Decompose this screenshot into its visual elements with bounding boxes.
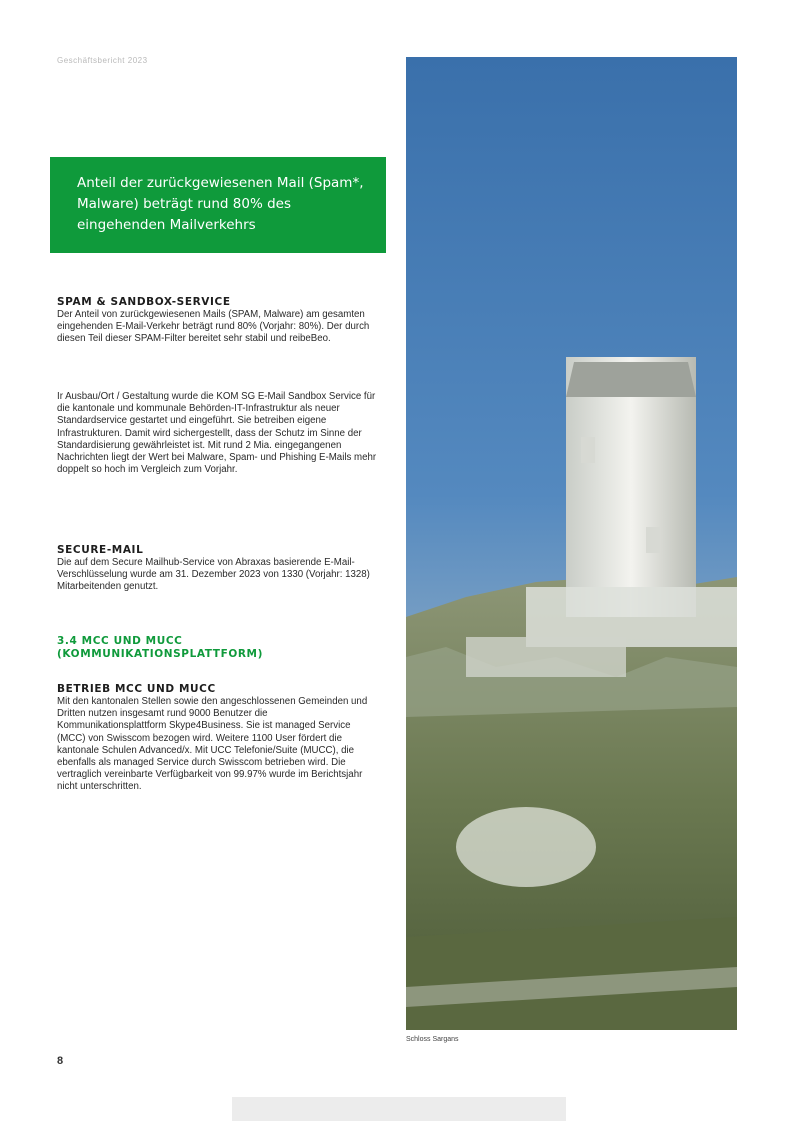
castle-photo — [406, 57, 737, 1030]
castle-photo-illustration — [406, 57, 737, 1030]
section-heading-mcc-operation: BETRIEB MCC UND MUCC — [57, 683, 216, 695]
page-number: 8 — [57, 1055, 64, 1067]
chapter-heading-mcc: 3.4 MCC UND MUCC (KOMMUNIKATIONSPLATTFORM) — [57, 635, 263, 660]
section-heading-secure-mail: SECURE-MAIL — [57, 544, 144, 556]
mcc-operation-section — [57, 683, 377, 794]
paragraph-secure-mail: Die auf dem Secure Mailhub-Service von Abraxas basierende E-Mail-Verschlüsselung wurde am 31. Dezember 2023 von 1330 (Vorjahr: 1328) Mitarbeitenden genutzt. — [57, 557, 370, 593]
paragraph-spam-1: Der Anteil von zurückgewiesenen Mails (SPAM, Malware) am gesamten eingehenden E-Mail-Verkehr beträgt rund 80% (Vorjahr: 80%). Der durch diesen Teil dieser SPAM-Filter bereitet sehr stabil und reibeBeo. — [57, 309, 370, 345]
spam-section — [57, 296, 377, 346]
secure-mail-section — [57, 544, 377, 594]
footer-bar — [232, 1097, 566, 1121]
highlight-callout — [50, 157, 386, 253]
section-heading-spam: SPAM & SANDBOX-SERVICE — [57, 296, 231, 308]
paragraph-mcc: Mit den kantonalen Stellen sowie den angeschlossenen Gemeinden und Dritten nutzen insgesamt rund 9000 Benutzer die Kommunikationsplattform Skype4Business. Sie ist managed Service (MCC) von Swisscom bezogen wird. Weitere 1100 User fördert die kantonale Schulen Advanced/x. Mit UCC Telefonie/Suite (MUCC), die ebenfalls als managed Service durch Swisscom betrieben wird. Die vertraglich vereinbarte Verfügbarkeit von 99.97% wurde im Berichtsjahr nicht unterschritten. — [57, 696, 368, 793]
photo-caption: Schloss Sargans — [406, 1036, 459, 1043]
paragraph-spam-2: Ir Ausbau/Ort / Gestaltung wurde die KOM SG E-Mail Sandbox Service für die kantonale und kommunale Behörden-IT-Infrastruktur als neuer Standardservice gestartet und eingeführt. Sie betreiben eigene Infrastrukturen. Damit wird sichergestellt, dass der Schutz im Sinne der Standardisierung gewährleistet ist. Mit rund 2 Mia. eingegangenen Nachrichten liegt der Wert bei Malware, Spam- und Phishing E-Mails mehr doppelt so hoch im Vergleich zum Vorjahr. — [57, 391, 377, 476]
running-header: Geschäftsbericht 2023 — [57, 56, 148, 65]
mcc-section — [57, 635, 307, 661]
spam-section-2 — [57, 391, 377, 476]
callout-text: Anteil der zurückgewiesenen Mail (Spam*, Malware) beträgt rund 80% des eingehenden Mailverkehrs — [77, 175, 364, 233]
